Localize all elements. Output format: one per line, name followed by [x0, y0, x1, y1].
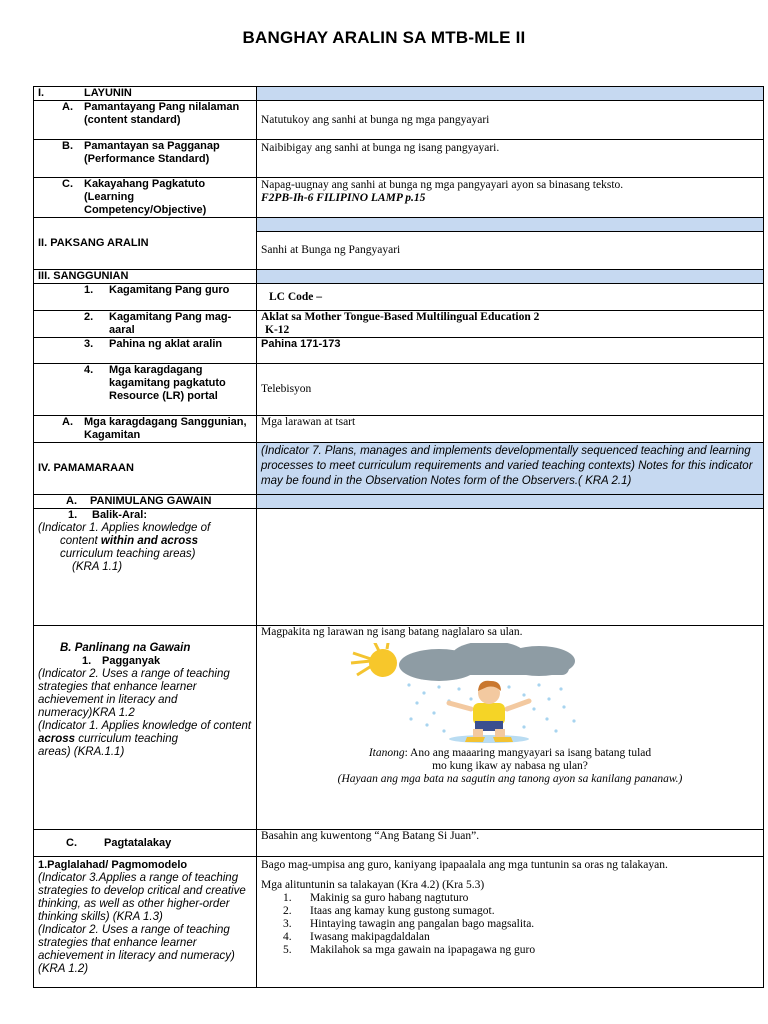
rules-heading: Mga alituntunin sa talakayan (Kra 4.2) (Kra 5.3) — [261, 879, 485, 891]
list-item: 5. Makilahok sa mga gawain na ipapagawa ng guro — [283, 944, 536, 956]
page-title: BANGHAY ARALIN SA MTB-MLE II — [242, 28, 526, 47]
learner-material-label: Kagamitang Pang mag-aaral — [109, 311, 232, 336]
panimulang-gawain-label: PANIMULANG GAWAIN — [90, 495, 212, 507]
grade-level: K-12 — [265, 324, 290, 336]
pagtatalakay-label: Pagtatalakay — [104, 836, 172, 849]
additional-resources-value: Mga larawan at tsart — [257, 416, 764, 443]
blank-header-cell — [257, 87, 764, 101]
textbook-pages-label: Pahina ng aklat aralin — [109, 338, 223, 350]
lc-code-value: LC Code – — [257, 284, 764, 311]
blank-header-cell — [257, 270, 764, 284]
rules-list — [261, 892, 759, 957]
performance-standard-value: Naibibigay ang sanhi at bunga ng isang pangyayari. — [257, 140, 764, 178]
teacher-guide-label: Kagamitang Pang guro — [109, 284, 230, 296]
paksang-aralin-label: II. PAKSANG ARALIN — [34, 218, 257, 270]
paglalahad-label: 1.Paglalahad/ Pagmomodelo — [38, 859, 188, 871]
pamamaraan-label: IV. PAMAMARAAN — [34, 443, 257, 495]
paksang-aralin-value: Sanhi at Bunga ng Pangyayari — [257, 232, 764, 270]
blank-header-cell — [257, 218, 764, 232]
lr-portal-value: Telebisyon — [257, 364, 764, 416]
lc-code: F2PB-Ih-6 FILIPINO LAMP p.15 — [261, 192, 426, 204]
performance-standard-label: Pamantayan sa Pagganap (Performance Standard) — [84, 140, 220, 165]
indicator-3-note: (Indicator 3.Applies a range of teaching strategies to develop critical and creative thinking, as well as other higher-order thinking skills) (KRA 1.3) — [38, 872, 246, 923]
list-item: 2. Itaas ang kamay kung gustong sumagot. — [283, 905, 495, 917]
learner-material-value: Aklat sa Mother Tongue-Based Multilingual Education 2 — [261, 311, 540, 323]
list-item: 4. Iwasang makipagdaldalan — [283, 931, 430, 943]
indicator-7-note: (Indicator 7. Plans, manages and implements developmentally sequenced teaching and learning processes to meet curriculum requirements and varied teaching contexts) Notes for this indicator may be found in the Observation Notes form of the Observers.( KRA 2.1) — [261, 445, 753, 487]
sanggunian-label: III. SANGGUNIAN — [34, 270, 257, 284]
additional-resources-label: Mga karagdagang Sanggunian, Kagamitan — [84, 416, 247, 441]
row-performance-standard: B. Pamantayan sa Pagganap (Performance Standard) Naibibigay ang sanhi at bunga ng isang pangyayari. — [34, 140, 764, 178]
list-item: 3. Hintaying tawagin ang pangalan bago magsalita. — [283, 918, 535, 930]
learning-competency-label: Kakayahang Pagkatuto (Learning Competency/Objective) — [84, 178, 207, 216]
section-layunin — [34, 87, 257, 101]
paglalahad-intro: Bago mag-umpisa ang guro, kaniyang ipapaalala ang mga tuntunin sa oras ng talakayan. — [261, 859, 668, 871]
content-standard-value: Natutukoy ang sanhi at bunga ng mga pangyayari — [257, 101, 764, 140]
pagganyak-note: (Hayaan ang mga bata na sagutin ang tanong ayon sa kanilang pananaw.) — [337, 773, 683, 785]
content-standard-label: Pamantayang Pang nilalaman (content standard) — [84, 101, 240, 126]
row-content-standard: A. Pamantayang Pang nilalaman (content standard) Natutukoy ang sanhi at bunga ng mga pangyayari — [34, 101, 764, 140]
question-line-1: Itanong: Ano ang maaaring mangyayari sa isang batang tulad — [368, 747, 652, 759]
balik-aral-label: Balik-Aral: — [92, 509, 148, 521]
child-figure — [449, 681, 529, 743]
pagganyak-instruction: Magpakita ng larawan ng isang batang naglalaro sa ulan. — [261, 626, 523, 638]
cloud-icon — [399, 643, 575, 681]
lr-portal-label: Mga karagdagang kagamitang pagkatuto Resource (LR) portal — [109, 364, 226, 402]
row-layunin — [34, 87, 764, 101]
pagganyak-label: Pagganyak — [102, 655, 161, 667]
question-line-2: mo kung ikaw ay nabasa ng ulan? — [432, 760, 588, 772]
textbook-pages-value: Pahina 171-173 — [257, 338, 764, 364]
list-item: 1. Makinig sa guro habang nagtuturo — [283, 892, 469, 904]
lesson-plan-table: I. LAYUNIN A. Pamantayang Pang nilalaman (content standard) Natutukoy ang sanhi at bunga ng mga pangyayari B. Pamantayan sa Pagganap (Performance Standard) Naibibigay ang sanhi at bunga ng isang pangyayari. C. Kakayahang Pagkatuto (Learning Competency/Objective) Napag-uugnay ang sanhi at bunga ng mga pangyayari ayon sa binasang teksto. F2PB-Ih-6 FILIPINO LAMP p.15 II. PAKSANG ARALIN Sanhi at Bunga ng Pangyayari III. SANGGUNIAN 1. Kagamitang Pang guro LC Code – 2. Kagamitang Pang mag-aaral Aklat sa Mother Tongue-Based Multilingual Education 2 K-12 3. Pahina ng aklat aralin Pahina 171-173 4. Mga karagdagang kagamitang pagkatuto Resource (LR) portal Telebisyon A. Mga karagdagang Sanggunian, Kagamitan Mga larawan at tsart IV. PAMAMARAAN (Indicator 7. Plans, manages and implements developmentally sequenced teaching and learning processes to meet curriculum requirements and varied teaching contexts) Notes for this indicator may be found in the Observation Notes form of the Observers.( KRA 2.1) A. PANIMULANG GAWAIN 1. Balik-Aral: (Indicator 1. Applies knowledge of content within and across curriculum teaching areas) (KRA 1.1) B. Panlinang na Gawain 1. Pagganyak (Indicator 2. Uses a range of teaching strategies that enhance learner achievement in literacy and numeracy)KRA 1.2 (Indicator 1. Applies knowledge of content across curriculum teaching areas) (KRA.1.1) Magpakita ng larawan ng isang batang naglalaro sa ulan. Itanong: Ano ang maaaring mangyayari sa isang batang tulad mo kung ikaw ay nabasa ng ulan? (Hayaan ang mga bata na sagutin ang tanong ayon sa kanilang pananaw.) C. Pagtatalakay Basahin ang kuwentong “Ang Batang Si Juan”. 1.Paglalahad/ Pagmomodelo (Indicator 3.Applies a range of teaching strategies to develop critical and creative thinking, as well as other higher-order thinking skills) (KRA 1.3) (Indicator 2. Uses a range of teaching strategies that enhance learner achievement in literacy and numeracy)(KRA 1.2) Bago mag-umpisa ang guro, kaniyang ipapaalala ang mga tuntunin sa oras ng talakayan. Mga alituntunin sa talakayan (Kra 4.2) (Kra 5.3) 1. Makinig sa guro habang nagtuturo 2. Itaas ang kamay kung gustong sumagot. 3. Hintaying tawagin ang pangalan bago magsalita. 4. Iwasang makipagdaldalan 5. Makilahok sa mga gawain na ipapagawa ng guro — [33, 86, 764, 988]
learning-competency-value: Napag-uugnay ang sanhi at bunga ng mga pangyayari ayon sa binasang teksto. — [261, 179, 624, 191]
section-label: LAYUNIN — [84, 87, 132, 99]
pagtatalakay-value: Basahin ang kuwentong “Ang Batang Si Juan”. — [257, 830, 764, 857]
balik-aral-content — [257, 509, 764, 626]
row-learning-competency: C. Kakayahang Pagkatuto (Learning Competency/Objective) Napag-uugnay ang sanhi at bunga ng mga pangyayari ayon sa binasang teksto. F2PB-Ih-6 FILIPINO LAMP p.15 — [34, 178, 764, 218]
blank-header-cell — [257, 495, 764, 509]
child-in-rain-illustration — [349, 643, 649, 743]
indicator-2-note: (Indicator 2. Uses a range of teaching strategies that enhance learner achievement in literacy and numeracy)KRA 1.2 — [38, 668, 230, 719]
indicator-1-note: (Indicator 1. Applies knowledge of content across curriculum teaching — [38, 720, 252, 745]
sun-icon — [351, 643, 397, 677]
panlinang-heading: B. Panlinang na Gawain — [60, 642, 191, 654]
indicator-2-note: (Indicator 2. Uses a range of teaching strategies that enhance learner achievement in literacy and numeracy)(KRA 1.2) — [38, 924, 235, 975]
section-number: I. — [38, 87, 45, 99]
